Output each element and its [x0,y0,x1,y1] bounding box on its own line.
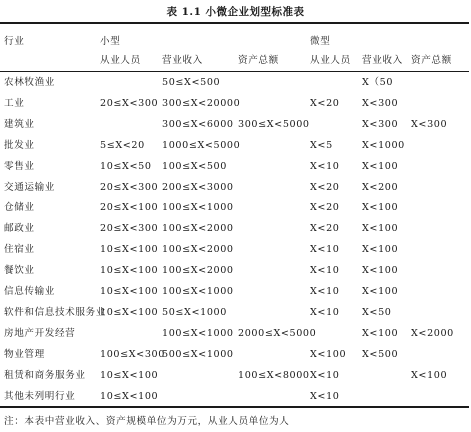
small-revenue-cell: 100≤X<2000 [162,244,234,255]
small-employees-cell: 20≤X<100 [100,202,159,213]
small-employees-cell: 5≤X<20 [100,140,145,151]
micro-employees-cell: X<10 [310,161,340,172]
micro-revenue-cell: X<500 [362,349,399,360]
header-small-employees: 从业人员 [100,55,141,66]
small-revenue-cell: 500≤X<1000 [162,349,234,360]
small-revenue-cell: 100≤X<1000 [162,202,234,213]
table-bottom-rule [0,406,469,408]
micro-employees-cell: X<10 [310,391,340,402]
small-revenue-cell: 300≤X<20000 [162,98,241,109]
small-revenue-cell: 1000≤X<5000 [162,140,241,151]
industry-cell: 农林牧渔业 [4,77,55,88]
industry-cell: 房地产开发经营 [4,328,76,339]
small-employees-cell: 20≤X<300 [100,182,159,193]
small-revenue-cell: 200≤X<3000 [162,182,234,193]
micro-revenue-cell: X<100 [362,223,399,234]
industry-cell: 仓储业 [4,202,35,213]
small-assets-cell: 300≤X<5000 [238,119,310,130]
micro-revenue-cell: X<100 [362,244,399,255]
micro-revenue-cell: X<300 [362,119,399,130]
micro-employees-cell: X<10 [310,307,340,318]
micro-employees-cell: X<5 [310,140,333,151]
micro-employees-cell: X<20 [310,223,340,234]
small-revenue-cell: 100≤X<2000 [162,265,234,276]
small-revenue-cell: 100≤X<500 [162,161,227,172]
micro-employees-cell: X<10 [310,244,340,255]
small-employees-cell: 10≤X<100 [100,307,159,318]
micro-employees-cell: X<100 [310,349,347,360]
micro-revenue-cell: X<200 [362,182,399,193]
micro-employees-cell: X<20 [310,202,340,213]
industry-cell: 租赁和商务服务业 [4,370,86,381]
header-industry: 行业 [4,36,25,47]
small-employees-cell: 10≤X<100 [100,265,159,276]
small-employees-cell: 10≤X<100 [100,244,159,255]
industry-cell: 零售业 [4,161,35,172]
small-employees-cell: 10≤X<100 [100,286,159,297]
header-micro-assets: 资产总额 [411,55,452,66]
industry-cell: 工业 [4,98,25,109]
micro-revenue-cell: X<100 [362,286,399,297]
industry-cell: 建筑业 [4,119,35,130]
header-small: 小型 [100,36,121,47]
micro-revenue-cell: X<100 [362,202,399,213]
small-revenue-cell: 300≤X<6000 [162,119,234,130]
small-revenue-cell: 100≤X<1000 [162,286,234,297]
micro-revenue-cell: X<300 [362,98,399,109]
micro-employees-cell: X<20 [310,98,340,109]
micro-employees-cell: X<10 [310,265,340,276]
table-caption: 表 1.1 小微企业划型标准表 [166,6,305,18]
micro-revenue-cell: X<50 [362,307,392,318]
small-employees-cell: 10≤X<100 [100,391,159,402]
header-micro-revenue: 营业收入 [362,55,403,66]
header-small-revenue: 营业收入 [162,55,203,66]
table-note: 注：本表中营业收入、资产规模单位为万元，从业人员单位为人 [4,416,290,427]
industry-cell: 软件和信息技术服务业 [4,307,106,318]
micro-revenue-cell: X（50 [362,77,394,88]
micro-revenue-cell: X<100 [362,328,399,339]
small-revenue-cell: 50≤X<500 [162,77,221,88]
small-employees-cell: 20≤X<300 [100,223,159,234]
small-employees-cell: 10≤X<100 [100,370,159,381]
micro-revenue-cell: X<100 [362,161,399,172]
micro-revenue-cell: X<100 [362,265,399,276]
small-employees-cell: 20≤X<300 [100,98,159,109]
header-bottom-rule [0,71,469,72]
industry-cell: 物业管理 [4,349,45,360]
industry-cell: 餐饮业 [4,265,35,276]
micro-employees-cell: X<10 [310,370,340,381]
small-revenue-cell: 100≤X<1000 [162,328,234,339]
small-employees-cell: 100≤X<300 [100,349,165,360]
header-micro-employees: 从业人员 [310,55,351,66]
industry-cell: 邮政业 [4,223,35,234]
industry-cell: 信息传输业 [4,286,55,297]
micro-employees-cell: X<20 [310,182,340,193]
industry-cell: 交通运输业 [4,182,55,193]
micro-revenue-cell: X<1000 [362,140,405,151]
small-revenue-cell: 100≤X<2000 [162,223,234,234]
header-small-assets: 资产总额 [238,55,279,66]
micro-assets-cell: X<100 [411,370,448,381]
micro-employees-cell: X<10 [310,286,340,297]
industry-cell: 批发业 [4,140,35,151]
micro-assets-cell: X<300 [411,119,448,130]
small-revenue-cell: 50≤X<1000 [162,307,227,318]
industry-cell: 住宿业 [4,244,35,255]
small-employees-cell: 10≤X<50 [100,161,152,172]
industry-cell: 其他未列明行业 [4,391,76,402]
small-assets-cell: 2000≤X<5000 [238,328,317,339]
micro-assets-cell: X<2000 [411,328,454,339]
header-micro: 微型 [310,36,331,47]
table-top-rule [0,22,469,24]
small-assets-cell: 100≤X<8000 [238,370,310,381]
